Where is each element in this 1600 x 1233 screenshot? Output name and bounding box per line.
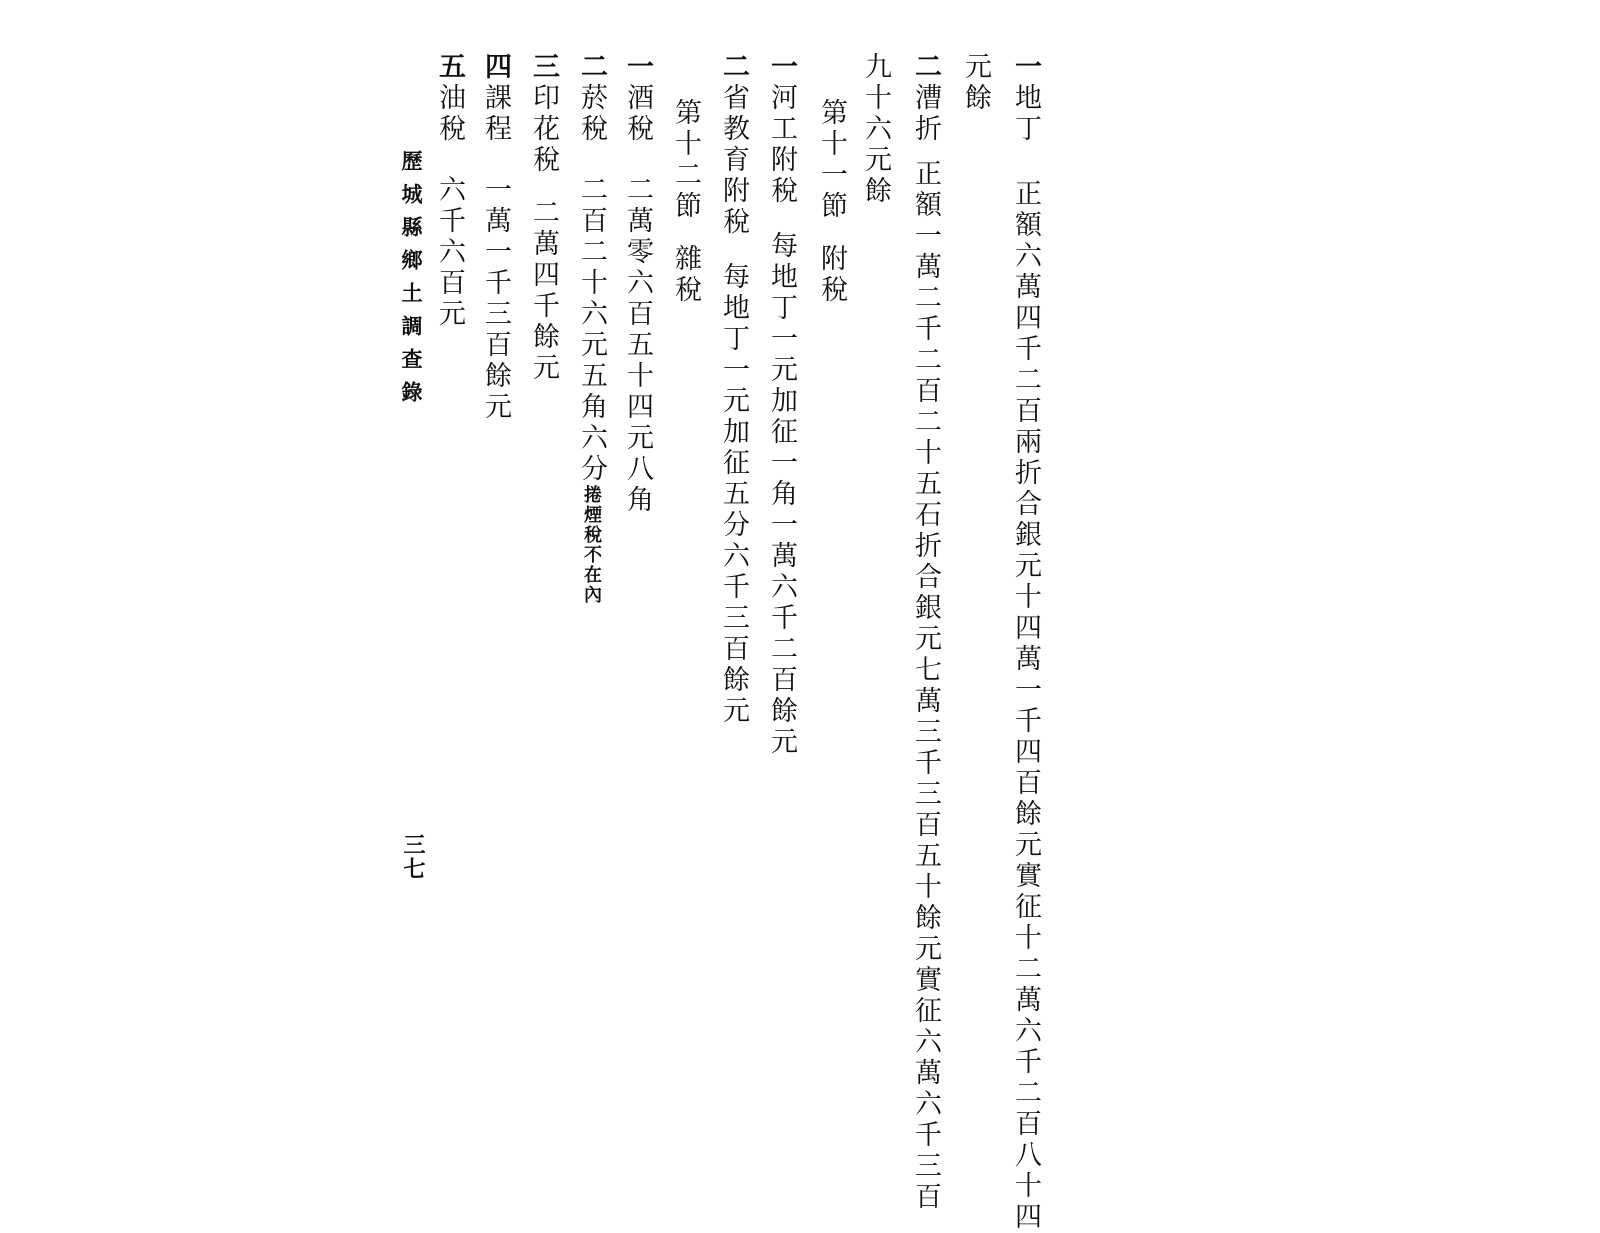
item-body: 九十六元餘: [860, 52, 891, 207]
section-heading-12: [672, 98, 699, 306]
section-number: 第十二節: [670, 98, 701, 222]
item-body: 元餘: [960, 52, 991, 114]
item-number: 二: [910, 52, 941, 83]
item-body: 正額一萬二千二百二十五石折合銀元七萬三千三百五十餘元實征六萬六千三百: [910, 159, 941, 1213]
item-number: 一: [1010, 52, 1041, 83]
item-number: 三: [528, 52, 559, 83]
item-heading: 地丁: [1010, 83, 1041, 145]
item-number: 二: [718, 52, 749, 83]
text-column-course-tax: [482, 52, 509, 423]
item-number: 二: [576, 52, 607, 83]
item-number: 四: [480, 52, 511, 83]
item-heading: 河工附稅: [766, 83, 797, 207]
item-number: 一: [766, 52, 797, 83]
section-title: 附稅: [816, 244, 847, 306]
text-column-liquor-tax: [624, 52, 651, 516]
section-heading-11: [818, 98, 845, 306]
item-heading: 課程: [480, 83, 511, 145]
item-body: 二萬零六百五十四元八角: [622, 175, 653, 516]
text-column-oil-tax: [436, 52, 463, 330]
item-heading: 酒稅: [622, 83, 653, 145]
item-body: 每地丁一元加征五分六千三百餘元: [718, 262, 749, 727]
item-heading: 油稅: [434, 83, 465, 145]
item-heading: 菸稅: [576, 83, 607, 145]
text-column-education-tax: [720, 52, 747, 727]
item-body: 二百二十六元五角六分: [576, 175, 607, 485]
item-heading: 漕折: [910, 83, 941, 145]
running-title: 歷城縣鄉土調查錄: [399, 150, 424, 414]
page-number: 三七: [400, 833, 426, 881]
item-heading: 印花稅: [528, 83, 559, 176]
item-body: 一萬一千三百餘元: [480, 175, 511, 423]
section-title: 雜稅: [670, 244, 701, 306]
item-body: 正額六萬四千二百兩折合銀元十四萬一千四百餘元實征十二萬六千二百八十四: [1010, 179, 1041, 1233]
item-number: 五: [434, 52, 465, 83]
item-note: 捲煙稅不在內: [581, 485, 602, 605]
text-column-grain-tax: [912, 52, 939, 1213]
item-body: 二萬四千餘元: [528, 198, 559, 384]
item-body: 六千六百元: [434, 175, 465, 330]
section-number: 第十一節: [816, 98, 847, 222]
item-body: 每地丁一元加征一角一萬六千二百餘元: [766, 231, 797, 758]
item-number: 一: [622, 52, 653, 83]
text-column-continuation-2: [862, 52, 889, 207]
text-column-continuation-1: [962, 52, 989, 114]
text-column-river-works-tax: [768, 52, 795, 758]
text-column-land-tax: [1012, 52, 1039, 1233]
text-column-tobacco-tax: [578, 52, 605, 605]
item-heading: 省教育附稅: [718, 83, 749, 238]
text-column-stamp-tax: [530, 52, 557, 384]
